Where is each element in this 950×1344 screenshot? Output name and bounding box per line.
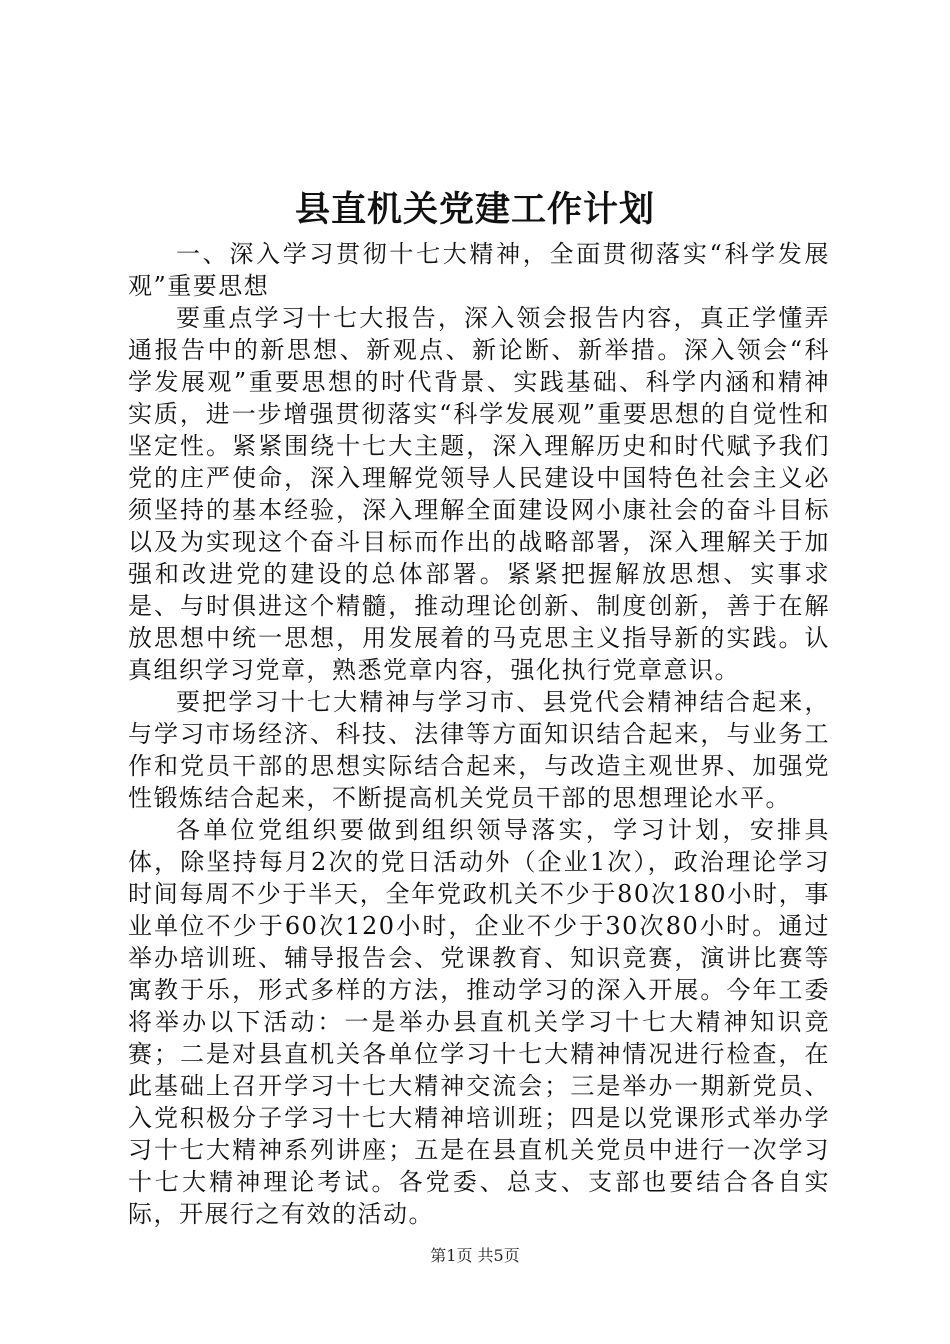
section-heading: 一、深入学习贯彻十七大精神，全面贯彻落实“科学发展观”重要思想 <box>128 240 830 300</box>
document-body <box>128 238 830 1230</box>
body-paragraph: 各单位党组织要做到组织领导落实，学习计划，安排具体，除坚持每月2次的党日活动外（企业1次），政治理论学习时间每周不少于半天，全年党政机关不少于80次180小时，事业单位不少于60次120小时，企业不少于30次80小时。通过举办培训班、辅导报告会、党课教育、知识竞赛，演讲比赛等寓教于乐，形式多样的方法，推动学习的深入开展。今年工委将举办以下活动：一是举办县直机关学习十七大精神知识竞赛；二是对县直机关各单位学习十七大精神情况进行检查，在此基础上召开学习十七大精神交流会；三是举办一期新党员、入党积极分子学习十七大精神培训班；四是以党课形式举办学习十七大精神系列讲座；五是在县直机关党员中进行一次学习十七大精神理论考试。各党委、总支、支部也要结合各自实际，开展行之有效的活动。 <box>128 816 830 1228</box>
body-paragraph: 要把学习十七大精神与学习市、县党代会精神结合起来，与学习市场经济、科技、法律等方面知识结合起来，与业务工作和党员干部的思想实际结合起来，与改造主观世界、加强党性锻炼结合起来，不断提高机关党员干部的思想理论水平。 <box>128 688 830 812</box>
document-title: 县直机关党建工作计划 <box>294 189 655 230</box>
page-footer: 第1页 共5页 <box>430 1246 520 1265</box>
body-paragraph: 要重点学习十七大报告，深入领会报告内容，真正学懂弄通报告中的新思想、新观点、新论断、新举措。深入领会“科学发展观”重要思想的时代背景、实践基础、科学内涵和精神实质，进一步增强贯彻落实“科学发展观”重要思想的自觉性和坚定性。紧紧围绕十七大主题，深入理解历史和时代赋予我们党的庄严使命，深入理解党领导人民建设中国特色社会主义必须坚持的基本经验，深入理解全面建设网小康社会的奋斗目标以及为实现这个奋斗目标而作出的战略部署，深入理解关于加强和改进党的建设的总体部署。紧紧把握解放思想、实事求是、与时俱进这个精髓，推动理论创新、制度创新，善于在解放思想中统一思想，用发展着的马克思主义指导新的实践。认真组织学习党章，熟悉党章内容，强化执行党章意识。 <box>128 304 830 684</box>
